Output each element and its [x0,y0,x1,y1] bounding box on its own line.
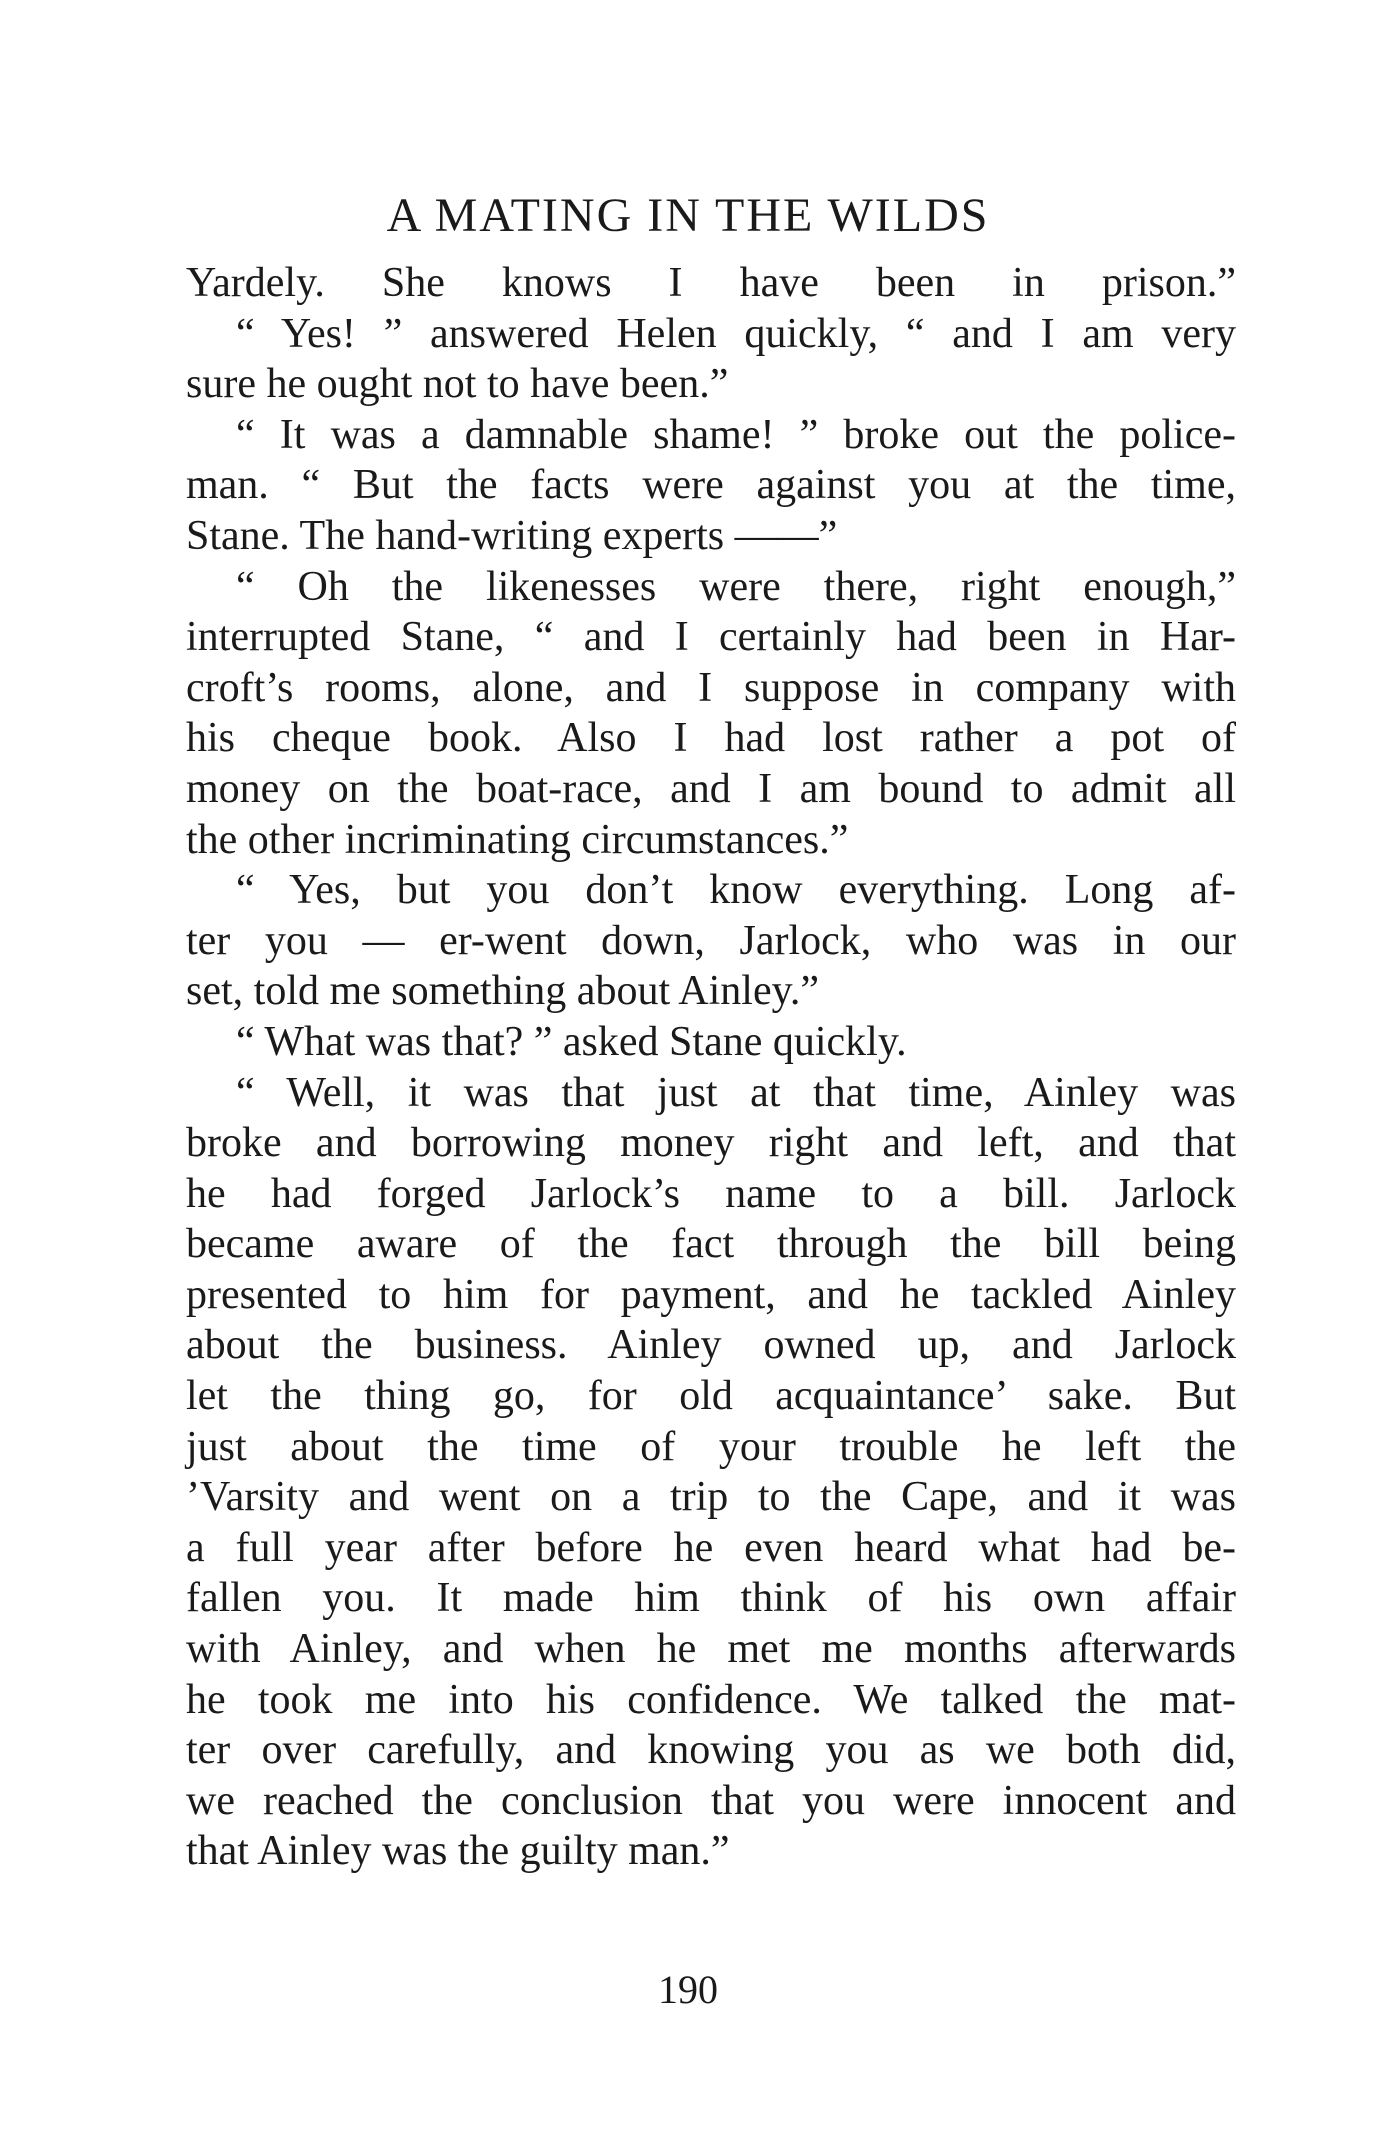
text-line: “ Well, it was that just at that time, Ainley was [236,1069,1236,1116]
text-line: his cheque book. Also I had lost rather a pot of [186,715,1236,762]
text-line: “ What was that? ” asked Stane quickly. [236,1018,907,1065]
text-line: we reached the conclusion that you were innocent and [186,1777,1236,1824]
text-line: money on the boat-race, and I am bound to admit all [186,765,1236,812]
text-line: became aware of the fact through the bill being [186,1221,1236,1268]
text-line: interrupted Stane, “ and I certainly had been in Har- [186,614,1236,661]
text-line: ’Varsity and went on a trip to the Cape, and it was [186,1474,1236,1521]
text-line: croft’s rooms, alone, and I suppose in company with [186,664,1236,711]
text-line: man. “ But the facts were against you at the time, [186,462,1236,509]
text-line: presented to him for payment, and he tackled Ainley [186,1271,1236,1318]
running-head: A MATING IN THE WILDS [386,189,990,242]
body-text [186,258,1236,1877]
text-line: Yardely. She knows I have been in prison.” [186,260,1236,306]
text-line: with Ainley, and when he met me months afterwards [186,1626,1236,1673]
text-line: “ Yes! ” answered Helen quickly, “ and I am very [236,310,1236,357]
text-line: he had forged Jarlock’s name to a bill. Jarlock [186,1170,1236,1217]
text-line: about the business. Ainley owned up, and Jarlock [186,1322,1236,1369]
text-line: “ Oh the likenesses were there, right enough,” [236,563,1236,610]
text-line: he took me into his confidence. We talked the mat- [186,1676,1236,1723]
page-number: 190 [658,1967,718,2012]
text-line: fallen you. It made him think of his own affair [186,1575,1236,1622]
text-line: sure he ought not to have been.” [186,361,729,408]
text-line: broke and borrowing money right and left, and that [186,1120,1236,1167]
text-line: set, told me something about Ainley.” [186,968,820,1015]
text-line: “ Yes, but you don’t know everything. Long af- [236,867,1236,914]
text-line: let the thing go, for old acquaintance’ sake. But [186,1373,1236,1420]
text-line: ter over carefully, and knowing you as we both did, [186,1727,1236,1774]
text-line: a full year after before he even heard what had be- [186,1524,1236,1571]
text-line: Stane. The hand-writing experts ——” [186,512,838,559]
text-line: ter you — er-went down, Jarlock, who was in our [186,917,1236,964]
text-line: just about the time of your trouble he left the [186,1423,1236,1470]
text-line: the other incriminating circumstances.” [186,816,849,863]
text-line: “ It was a damnable shame! ” broke out the police- [236,411,1236,458]
text-line: that Ainley was the guilty man.” [186,1828,730,1875]
